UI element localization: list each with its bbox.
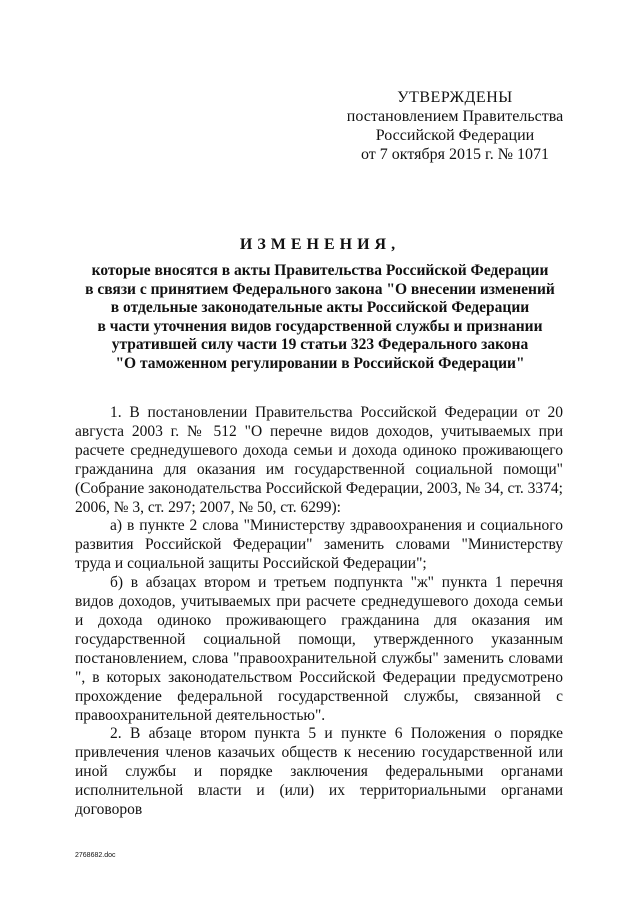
subtitle-line: которые вносятся в акты Правительства Российской Федерации — [91, 262, 549, 279]
paragraph-1a: а) в пункте 2 слова "Министерству здравоохранения и социального развития Российской Федерации" заменить словами "Министерству труда и социальной защиты Российской Федерации"; — [75, 517, 563, 573]
subtitle-line: в связи с принятием Федерального закона "О внесении изменений — [85, 280, 555, 298]
subtitle-line: в отдельные законодательные акты Российской Федерации — [110, 299, 530, 316]
subtitle-line: "О таможенном регулировании в Российской Федерации" — [115, 354, 525, 372]
subtitle-line: утратившей силу части 19 статьи 323 Федерального закона — [111, 336, 529, 353]
paragraph-1: 1. В постановлении Правительства Российской Федерации от 20 августа 2003 г. № 512 "О перечне видов доходов, учитываемых при расчете среднедушевого дохода семьи и дохода одиноко проживающего гражданина для оказания им государственной социальной помощи" (Собрание законодательства Российской Федерации, 2003, № 34, ст. 3374; 2006, № 3, ст. 297; 2007, № 50, ст. 6299): — [75, 404, 563, 516]
document-subtitle — [60, 262, 580, 373]
paragraph-1b: б) в абзацах втором и третьем подпункта "ж" пункта 1 перечня видов доходов, учитываемых при расчете среднедушевого дохода семьи и дохода одиноко проживающего гражданина для оказания им государственной социальной помощи, утвержденного указанным постановлением, слова "правоохранительной службы" заменить словами ", в которых законодательством Российской Федерации предусмотрено прохождение федеральной государственной службы, связанной с правоохранительной деятельностью". — [75, 574, 563, 724]
approval-line-3: от 7 октября 2015 г. № 1071 — [360, 146, 549, 163]
subtitle-line: в части уточнения видов государственной службы и признании — [97, 317, 543, 335]
approval-line-2: Российской Федерации — [375, 127, 535, 144]
approval-line-1: постановлением Правительства — [346, 108, 564, 125]
document-body — [75, 404, 563, 820]
approval-heading: УТВЕРЖДЕНЫ — [397, 89, 513, 106]
paragraph-2: 2. В абзаце втором пункта 5 и пункте 6 Положения о порядке привлечения членов казачьих обществ к несению государственной или иной службы и порядке заключения федеральными органами исполнительной власти и (или) их территориальными органами договоров — [75, 725, 563, 819]
approval-block — [340, 88, 570, 164]
document-title: ИЗМЕНЕНИЯ, — [239, 236, 401, 253]
footer-filename: 2768682.doc — [75, 852, 116, 859]
